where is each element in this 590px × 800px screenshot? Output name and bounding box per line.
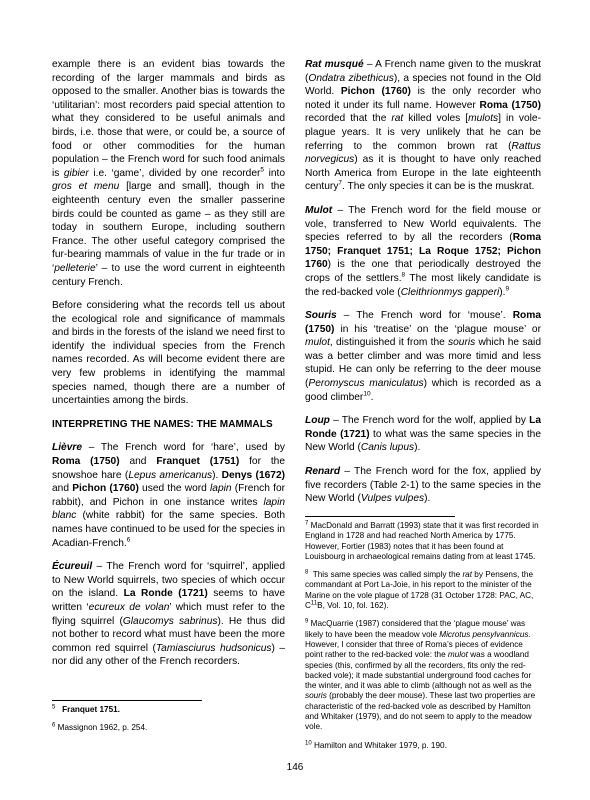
entry-loup: Loup – The French word for the wolf, applied by La Ronde (1721) to what was the same species in the New World (Canis lupus). bbox=[305, 415, 541, 454]
left-column bbox=[52, 58, 285, 679]
right-footnotes bbox=[305, 516, 541, 759]
term-lievre: Lièvre bbox=[52, 442, 83, 454]
footnote-8: $^8$ This same species was called simply the rat by Pensens, the commandant at Port La-Joie, in his report to the minister of the Marine on the vole plague of 1728 (31 October 1728: PAC, AC, $C^{11}B$, Vol. 10, fol. 162). bbox=[305, 569, 534, 611]
entry-renard: Renard – The French word for the fox, applied by five recorders (Table 2-1) to the same species in the New World (Vulpes vulpes). bbox=[305, 466, 541, 505]
left-footnotes bbox=[52, 700, 285, 742]
footnote-divider bbox=[52, 700, 202, 701]
footnote-10: $^{10}$ Hamilton and Whitaker 1979, p. 190. bbox=[305, 739, 447, 750]
right-column bbox=[305, 58, 541, 516]
entry-lievre: Lièvre – The French word for ‘hare’, used by Roma (1750) and Franquet (1751) for the snowshoe hare (Lepus americanus). Denys (1672) and Pichon (1760) used the word lapin (French for rabbit), and Pichon in one instance writes lapin blanc (white rabbit) for the same species. Both names have continued to be used for the species in Acadian-French.$^6$ bbox=[52, 442, 285, 549]
term-souris: Souris bbox=[305, 310, 337, 322]
section-heading-mammals: INTERPRETING THE NAMES: THE MAMMALS bbox=[52, 418, 273, 430]
term-loup: Loup bbox=[305, 415, 330, 427]
footnote-6: $^6$ Massignon 1962, p. 254. bbox=[52, 722, 148, 733]
term-ecureuil: Écureuil bbox=[52, 561, 93, 573]
term-renard: Renard bbox=[305, 466, 341, 478]
footnote-9: $^9$ MacQuarrie (1987) considered that the ‘plague mouse’ was likely to have been the meadow vole Microtus pensylvannicus. However, I consider that three of Roma’s pieces of evidence point rather to the red-backed vole: the mulot was a woodland species (this, confirmed by all the recorders, fits only the red-backed vole); it made substantial underground food caches for the winter, and it was able to climb (although not as well as the souris (probably the deer mouse). These last two properties are characteristic of the red-backed vole as described by Hamilton and Whitaker (1979), and do not seem to apply to the meadow vole. bbox=[305, 618, 536, 732]
entry-rat-musque: Rat musqué – A French name given to the muskrat (Ondatra zibethicus), a species not found in the Old World. Pichon (1760) is the only recorder who noted it under its full name. However Roma (1750) recorded that the rat killed voles [mulots] in vole-plague years. It is very unlikely that he can be referring to the common brown rat (Rattus norvegicus) as it is thought to have only reached North America from Europe in the late eighteenth century$^7$. The only species it can be is the muskrat. bbox=[305, 59, 541, 193]
entry-mulot: Mulot – The French word for the field mouse or vole, transferred to New World equivalents. The species referred to by all the recorders (Roma 1750; Franquet 1751; La Roque 1752; Pichon 1760) is the one that periodically destroyed the crops of the settlers.$^8$ The most likely candidate is the red-backed vole (Cleithrionmys gapperi).$^9$ bbox=[305, 204, 541, 298]
entry-ecureuil: Écureuil – The French word for ‘squirrel’, applied to New World squirrels, two species of which occur on the island. La Ronde (1721) seems to have written ‘ecureux de volan’ which must refer to the flying squirrel (Glaucomys sabrinus). He thus did not bother to record what must have been the more common red squirrel (Tamiasciurus hudsonicus) – nor did any other of the French recorders. bbox=[52, 561, 286, 668]
entry-souris: Souris – The French word for ‘mouse’. Roma (1750) in his ‘treatise’ on the ‘plague mouse’ or mulot, distinguished it from the souris which he said was a better climber and was more timid and less stupid. He can only be referring to the deer mouse (Peromyscus maniculatus) which is recorded as a good climber$^{10}$. bbox=[305, 310, 541, 403]
footnote-7: $^7$ MacDonald and Barratt (1993) state that it was first recorded in England in 1728 and had reached North America by 1775. However, Fortier (1983) notes that it has been found at Louisbourg in archaeological remains dating from at least 1745. bbox=[305, 520, 539, 561]
footnote-divider bbox=[305, 516, 455, 517]
page-number: 146 bbox=[286, 762, 304, 773]
term-rat-musque: Rat musqué bbox=[305, 59, 364, 70]
term-mulot: Mulot bbox=[305, 204, 333, 216]
paragraph-bias: example there is an evident bias towards the recording of the larger mammals and birds as opposed to the smaller. Another bias is towards the ‘utilitarian’: most recorders paid special attention to what they considered to be useful animals and birds, i.e. those that were, or could be, a source of food or other commodities for the human population – the French word for such food animals is gibier i.e. ‘game’, divided by one recorder$^5$ into gros et menu [large and small], though in the eighteenth century even the smaller passerine birds could be counted as game – as they still are today in southern Europe, including southern France. The other useful category comprised the fur-bearing mammals of value in the fur trade or in ‘pelleterie’ – to use the word current in eighteenth century French. bbox=[52, 59, 286, 288]
paragraph-identification: Before considering what the records tell us about the ecological role and significance of mammals and birds in the forests of the island we need first to identify the individual species from the French names recorded. As will become evident there are very few problems in identifying the mammal species named, though there are a number of uncertainties among the birds. bbox=[52, 300, 285, 407]
footnote-5: $^5$ Franquet 1751. bbox=[52, 704, 120, 714]
